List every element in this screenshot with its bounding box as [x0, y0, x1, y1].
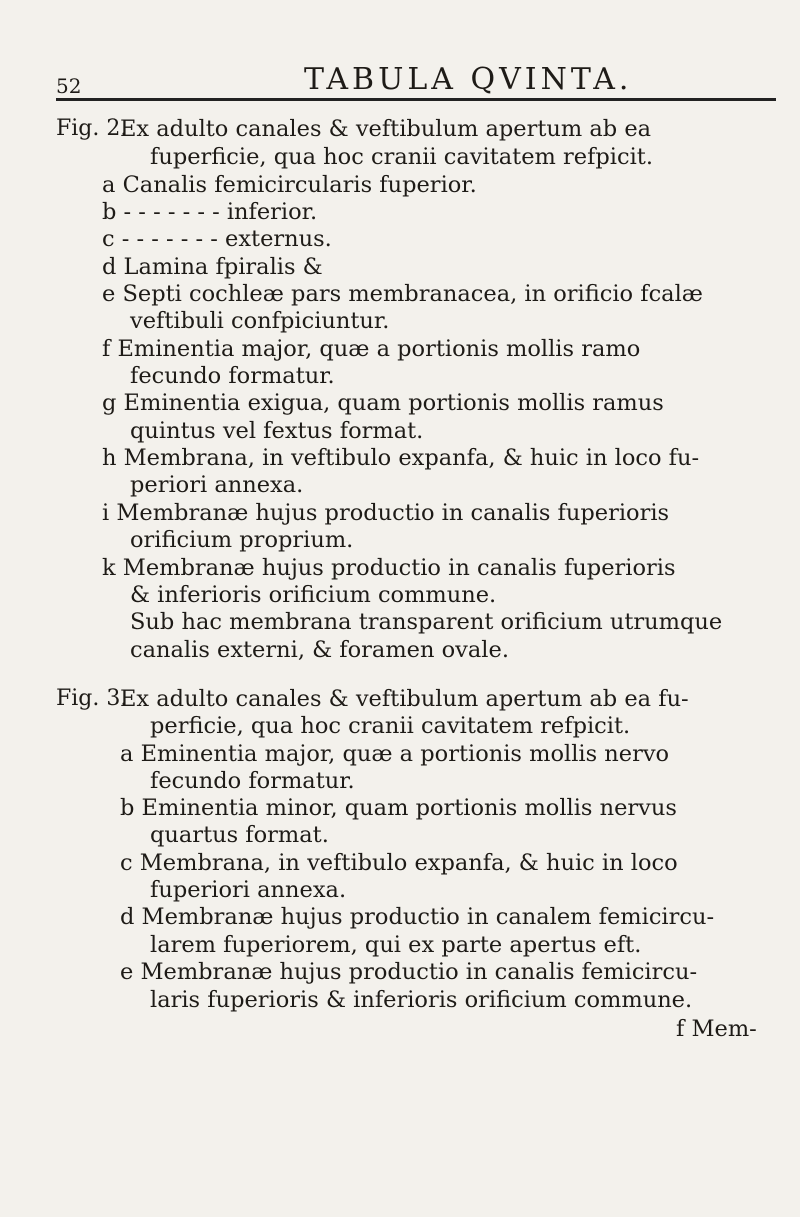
fig2-line: veftibuli confpiciuntur.: [130, 308, 390, 334]
fig3-line: c Membrana, in veftibulo expanfa, & huic in loco: [120, 850, 678, 876]
fig3-line: laris fuperioris & inferioris orificium commune.: [150, 987, 693, 1013]
fig2-line: Ex adulto canales & veftibulum apertum ab ea: [120, 116, 652, 142]
fig2-line: g Eminentia exigua, quam portionis mollis ramus: [102, 390, 664, 416]
fig2-line: f Eminentia major, quæ a portionis mollis ramo: [102, 336, 641, 362]
fig3-label: Fig. 3.: [56, 686, 128, 711]
fig2-line: quintus vel fextus format.: [130, 418, 424, 444]
fig2-line: orificium proprium.: [130, 527, 354, 553]
fig2-line: & inferioris orificium commune.: [130, 582, 497, 608]
fig2-line: fuperficie, qua hoc cranii cavitatem refpicit.: [150, 144, 653, 170]
fig3-line: perficie, qua hoc cranii cavitatem refpicit.: [150, 713, 631, 739]
catchword: f Mem-: [676, 1016, 757, 1042]
running-title: TABULA QVINTA.: [304, 62, 633, 97]
fig2-label: Fig. 2.: [56, 116, 128, 141]
page-header: [56, 62, 776, 102]
fig2-line: b - - - - - - - inferior.: [102, 199, 318, 225]
fig2-line: periori annexa.: [130, 472, 304, 498]
fig3-line: e Membranæ hujus productio in canalis femicircu-: [120, 959, 698, 985]
fig3-line: fecundo formatur.: [150, 768, 355, 794]
page-number: 52: [56, 74, 82, 98]
fig3-line: fuperiori annexa.: [150, 877, 347, 903]
fig2-line: e Septi cochleæ pars membranacea, in orificio fcalæ: [102, 281, 703, 307]
fig3-line: larem fuperiorem, qui ex parte apertus eft.: [150, 932, 642, 958]
fig2-line: i Membranæ hujus productio in canalis fuperioris: [102, 500, 670, 526]
fig3-line: a Eminentia major, quæ a portionis mollis nervo: [120, 741, 670, 767]
fig2-line: k Membranæ hujus productio in canalis fuperioris: [102, 555, 676, 581]
fig3-line: d Membranæ hujus productio in canalem femicircu-: [120, 904, 715, 930]
fig2-line: Sub hac membrana transparent orificium utrumque: [130, 609, 723, 635]
fig3-line: quartus format.: [150, 822, 329, 848]
fig2-line: c - - - - - - - externus.: [102, 226, 332, 252]
fig3-line: b Eminentia minor, quam portionis mollis nervus: [120, 795, 677, 821]
fig2-line: canalis externi, & foramen ovale.: [130, 637, 509, 663]
fig3-line: Ex adulto canales & veftibulum apertum ab ea fu-: [120, 686, 689, 712]
fig2-line: h Membrana, in veftibulo expanfa, & huic in loco fu-: [102, 445, 700, 471]
fig2-line: fecundo formatur.: [130, 363, 335, 389]
fig2-line: a Canalis femicircularis fuperior.: [102, 172, 477, 198]
fig2-line: d Lamina fpiralis &: [102, 254, 323, 280]
header-rule: [56, 98, 776, 101]
